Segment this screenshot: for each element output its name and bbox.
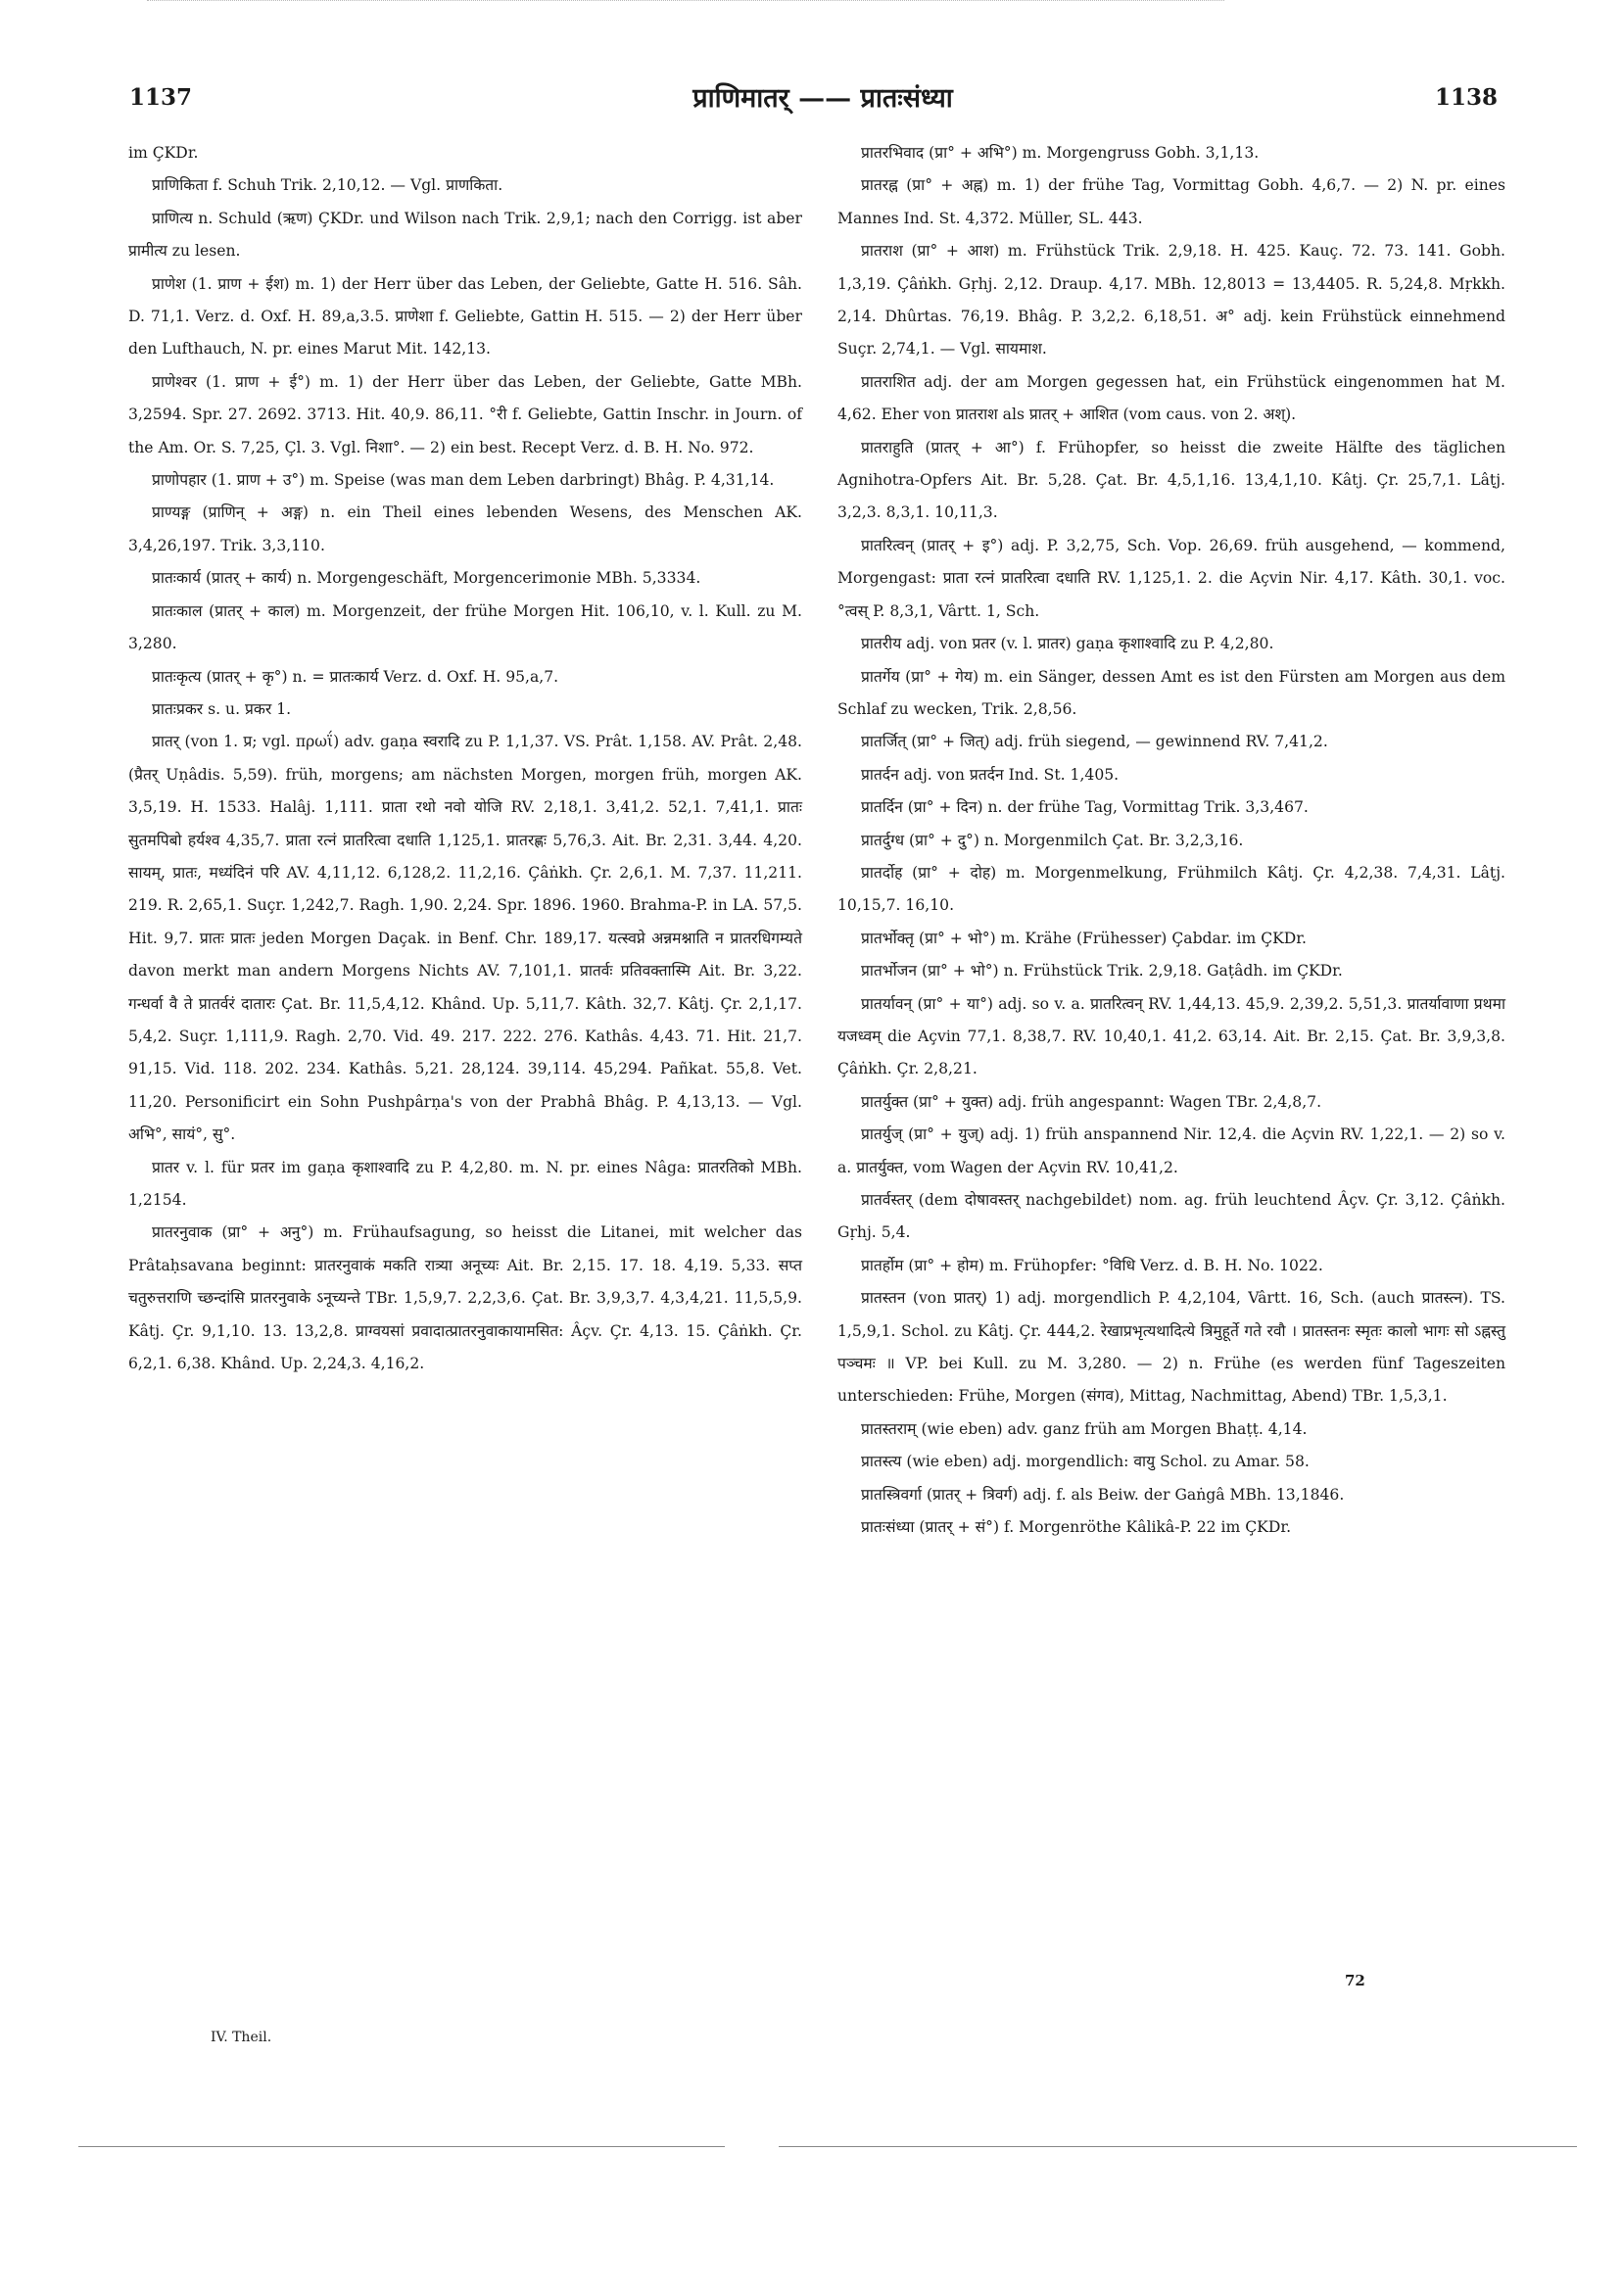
dictionary-entry: प्रातर्युज् (प्रा° + युज्) adj. 1) früh anspannend Nir. 12,4. die Açvin RV. 1,22,1. — 2) so v. a. प्रातर्युक्त, vom Wagen der Açvin RV. 10,41,2. [837, 1125, 1505, 1176]
dictionary-entry: प्रातराश (प्रा° + आश) m. Frühstück Trik. 2,9,18. H. 425. Kauç. 72. 73. 141. Gobh. 1,3,19. Çâṅkh. Gṛhj. 2,12. Draup. 4,17. MBh. 12,8013 = 13,4405. R. 5,24,8. Mṛkkh. 2,14. Dhûrtas. 76,19. Bhâg. P. 3,2,2. 6,18,51. अ° adj. kein Frühstück einnehmend Suçr. 2,74,1. — Vgl. सायमाश. [837, 242, 1505, 359]
dictionary-entry: प्रातर्गेय (प्रा° + गेय) m. ein Sänger, dessen Amt es ist den Fürsten am Morgen aus dem Schlaf zu wecken, Trik. 2,8,56. [837, 667, 1505, 718]
dictionary-entry: प्रातर्युक्त (प्रा° + युक्त) adj. früh angespannt: Wagen TBr. 2,4,8,7. [861, 1092, 1322, 1111]
dictionary-entry: प्राणेश (1. प्राण + ईश) m. 1) der Herr über das Leben, der Geliebte, Gatte H. 516. Sâh. D. 71,1. Verz. d. Oxf. H. 89,a,3.5. प्राणेशा f. Geliebte, Gattin H. 515. — 2) der Herr über den Lufthauch, N. pr. eines Marut Mit. 142,13. [128, 274, 802, 359]
running-title: प्राणिमातर् —— प्रातःसंध्या [692, 83, 953, 114]
dictionary-entry: प्रातर्होम (प्रा° + होम) m. Frühopfer: °विधि Verz. d. B. H. No. 1022. [861, 1256, 1323, 1274]
dictionary-entry: प्रातर् (von 1. प्र; vgl. πρωΐ) adv. gaṇa स्वरादि zu P. 1,1,37. VS. Prât. 1,158. AV. Prât. 2,48. (प्रैतर् Uṇâdis. 5,59). früh, morgens; am nächsten Morgen, morgen früh, morgen AK. 3,5,19. H. 1533. Halâj. 1,111. प्राता रथो नवो योजि RV. 2,18,1. 3,41,2. 52,1. 7,41,1. प्रातः सुतमपिबो हर्यश्व 4,35,7. प्राता रत्नं प्रातरित्वा दधाति 1,125,1. प्रातरह्णः 5,76,3. Ait. Br. 2,31. 3,44. 4,20. सायम्, प्रातः, मध्यंदिनं परि AV. 4,11,12. 6,128,2. 11,2,16. Çâṅkh. Çr. 2,6,1. M. 7,37. 11,211. 219. R. 2,65,1. Suçr. 1,242,7. Ragh. 1,90. 2,24. Spr. 1896. 1960. Brahma-P. in LA. 57,5. Hit. 9,7. प्रातः प्रातः jeden Morgen Daçak. in Benf. Chr. 189,17. यत्स्वप्ने अन्नमश्नाति न प्रातरधिगम्यते davon merkt man andern Morgens Nichts AV. 7,101,1. प्रातर्वः प्रतिवक्तास्मि Ait. Br. 3,22. गन्धर्वा वै ते प्रातर्वरं दातारः Çat. Br. 11,5,4,12. Khând. Up. 5,11,7. Kâth. 32,7. Kâtj. Çr. 2,1,17. 5,4,2. Suçr. 1,111,9. Ragh. 2,70. Vid. 49. 217. 222. 276. Kathâs. 4,43. 71. Hit. 21,7. 91,15. Vid. 118. 202. 234. Kathâs. 5,21. 28,124. 39,114. 45,294. Pañkat. 55,8. Vet. 11,20. Personificirt ein Sohn Pushpârṇa's von der Prabhâ Bhâg. P. 4,13,13. — Vgl. अभि°, सायं°, सु°. [128, 733, 802, 1144]
bottom-rule-left [78, 2146, 725, 2147]
dictionary-entry: प्रातर्दुग्ध (प्रा° + दु°) n. Morgenmilch Çat. Br. 3,2,3,16. [861, 831, 1244, 849]
dictionary-entry: प्रातरित्वन् (प्रातर् + इ°) adj. P. 3,2,75, Sch. Vop. 26,69. früh ausgehend, — kommend, Morgengast: प्राता रत्नं प्रातरित्वा दधाति RV. 1,125,1. 2. die Açvin Nir. 4,17. Kâth. 30,1. voc. °त्वस् P. 8,3,1, Vârtt. 1, Sch. [837, 536, 1505, 620]
dictionary-entry: प्रातस्तराम् (wie eben) adv. ganz früh am Morgen Bhaṭṭ. 4,14. [861, 1419, 1308, 1438]
dictionary-entry: प्रातस्त्य (wie eben) adj. morgendlich: वायु Schol. zu Amar. 58. [861, 1453, 1310, 1471]
dictionary-entry: प्रातर्भोजन (प्रा° + भो°) n. Frühstück Trik. 2,9,18. Gaṭâdh. im ÇKDr. [861, 962, 1343, 981]
dictionary-entry: प्रातर्भोक्तृ (प्रा° + भो°) m. Krähe (Frühesser) Çabdar. im ÇKDr. [861, 929, 1307, 947]
page-number-right: 1138 [1435, 84, 1499, 111]
dictionary-entry: प्रातराहुति (प्रातर् + आ°) f. Frühopfer, so heisst die zweite Hälfte des täglichen Agnihotra-Opfers Ait. Br. 5,28. Çat. Br. 4,5,1,16. 13,4,1,10. Kâtj. Çr. 25,7,1. Lâṭj. 3,2,3. 8,3,1. 10,11,3. [837, 438, 1505, 522]
dictionary-entry: प्रातराशित adj. der am Morgen gegessen hat, ein Frühstück eingenommen hat M. 4,62. Eher von प्रातराश als प्रातर् + आशित (vom caus. von 2. अश्). [837, 372, 1505, 424]
dictionary-entry: प्राणिकिता f. Schuh Trik. 2,10,12. — Vgl. प्राणकिता. [152, 176, 503, 195]
dictionary-entry: प्राणोपहार (1. प्राण + उ°) m. Speise (was man dem Leben darbringt) Bhâg. P. 4,31,14. [152, 471, 775, 490]
right-column [837, 137, 1505, 1544]
page-header [0, 78, 1622, 127]
dictionary-entry: im ÇKDr. [128, 144, 199, 162]
dictionary-entry: प्रातरीय adj. von प्रतर (v. l. प्रातर) gaṇa कृशाश्वादि zu P. 4,2,80. [861, 635, 1274, 653]
dictionary-entry: प्रातःप्रकर s. u. प्रकर 1. [152, 699, 292, 718]
scan-edge-marks [147, 0, 1224, 7]
dictionary-entry: प्रातरभिवाद (प्रा° + अभि°) m. Morgengruss Gobh. 3,1,13. [861, 144, 1260, 162]
dictionary-entry: प्रातरह्न (प्रा° + अह्न) m. 1) der frühe Tag, Vormittag Gobh. 4,6,7. — 2) N. pr. eines Mannes Ind. St. 4,372. Müller, SL. 443. [837, 176, 1505, 227]
dictionary-entry: प्रातःकार्य (प्रातर् + कार्य) n. Morgengeschäft, Morgencerimonie MBh. 5,3334. [152, 569, 701, 588]
dictionary-entry: प्रातर्यावन् (प्रा° + या°) adj. so v. a. प्रातरित्वन् RV. 1,44,13. 45,9. 2,39,2. 5,51,3. प्रातर्यावाणा प्रथमा यजध्वम् die Açvin 77,1. 8,38,7. RV. 10,40,1. 41,2. 63,14. Ait. Br. 2,15. Çat. Br. 3,9,3,8. Çâṅkh. Çr. 2,8,21. [837, 994, 1505, 1078]
dictionary-entry: प्रातर्दिन (प्रा° + दिन) n. der frühe Tag, Vormittag Trik. 3,3,467. [861, 798, 1309, 817]
page-number-left: 1137 [129, 84, 193, 111]
dictionary-entry: प्राणेश्वर (1. प्राण + ई°) m. 1) der Herr über das Leben, der Geliebte, Gatte MBh. 3,2594. Spr. 27. 2692. 3713. Hit. 40,9. 86,11. °री f. Geliebte, Gattin Inschr. in Journ. of the Am. Or. S. 7,25, Çl. 3. Vgl. निशा°. — 2) ein best. Recept Verz. d. B. H. No. 972. [128, 372, 802, 456]
signature-mark: IV. Theil. [211, 2030, 272, 2045]
dictionary-entry: प्राणित्य n. Schuld (ऋण) ÇKDr. und Wilson nach Trik. 2,9,1; nach den Corrigg. ist aber प्रामीत्य zu lesen. [128, 209, 802, 261]
dictionary-entry: प्रातर्जित् (प्रा° + जित्) adj. früh siegend, — gewinnend RV. 7,41,2. [861, 733, 1328, 751]
bottom-rule-right [779, 2146, 1577, 2147]
dictionary-entry: प्राण्यङ्ग (प्राणिन् + अङ्ग) n. ein Theil eines lebenden Wesens, des Menschen AK. 3,4,26,197. Trik. 3,3,110. [128, 503, 802, 554]
dictionary-entry: प्रातःकृत्य (प्रातर् + कृ°) n. = प्रातःकार्य Verz. d. Oxf. H. 95,a,7. [152, 667, 559, 686]
left-column [128, 137, 802, 1380]
dictionary-entry: प्रातर्दन adj. von प्रतर्दन Ind. St. 1,405. [861, 765, 1120, 784]
dictionary-entry: प्रातःसंध्या (प्रातर् + सं°) f. Morgenröthe Kâlikâ-P. 22 im ÇKDr. [861, 1518, 1292, 1537]
dictionary-entry: प्रातस्तन (von प्रातर्) 1) adj. morgendlich P. 4,2,104, Vârtt. 16, Sch. (auch प्रातस्त्न). TS. 1,5,9,1. Schol. zu Kâtj. Çr. 444,2. रेखाप्रभृत्यथादित्ये त्रिमुहूर्ते गते रवौ । प्रातस्तनः स्मृतः कालो भागः सो ऽह्नस्तु पञ्चमः ॥ VP. bei Kull. zu M. 3,280. — 2) n. Frühe (es werden fünf Tageszeiten unterschieden: Frühe, Morgen (संगव), Mittag, Nachmittag, Abend) TBr. 1,5,3,1. [837, 1289, 1505, 1406]
dictionary-entry: प्रातर v. l. für प्रतर im gaṇa कृशाश्वादि zu P. 4,2,80. m. N. pr. eines Nâga: प्रातरतिको MBh. 1,2154. [128, 1158, 802, 1209]
dictionary-entry: प्रातर्दोह (प्रा° + दोह) m. Morgenmelkung, Frühmilch Kâtj. Çr. 4,2,38. 7,4,31. Lâṭj. 10,15,7. 16,10. [837, 863, 1505, 915]
dictionary-entry: प्रातर्वस्तर् (dem दोषावस्तर् nachgebildet) nom. ag. früh leuchtend Âçv. Çr. 3,12. Çâṅkh. Gṛhj. 5,4. [837, 1191, 1505, 1242]
dictionary-entry: प्रातःकाल (प्रातर् + काल) m. Morgenzeit, der frühe Morgen Hit. 106,10, v. l. Kull. zu M. 3,280. [128, 601, 802, 653]
dictionary-entry: प्रातस्त्रिवर्गा (प्रातर् + त्रिवर्ग) adj. f. als Beiw. der Gaṅgâ MBh. 13,1846. [861, 1485, 1345, 1504]
dictionary-entry: प्रातरनुवाक (प्रा° + अनु°) m. Frühaufsagung, so heisst die Litanei, mit welcher das Prâtaḥsavana beginnt: प्रातरनुवाकं मकति रात्र्या अनूच्यः Ait. Br. 2,15. 17. 18. 4,19. 5,33. सप्त चतुरुत्तराणि च्छन्दांसि प्रातरनुवाके ऽनूच्यन्ते TBr. 1,5,9,7. 2,2,3,6. Çat. Br. 3,9,3,7. 4,3,4,21. 11,5,5,9. Kâtj. Çr. 9,1,10. 13. 13,2,8. प्राग्वयसां प्रवादात्प्रातरनुवाकायामसित: Âçv. Çr. 4,13. 15. Çâṅkh. Çr. 6,2,1. 6,38. Khând. Up. 2,24,3. 4,16,2. [128, 1223, 802, 1373]
sheet-number: 72 [1345, 1972, 1365, 1989]
